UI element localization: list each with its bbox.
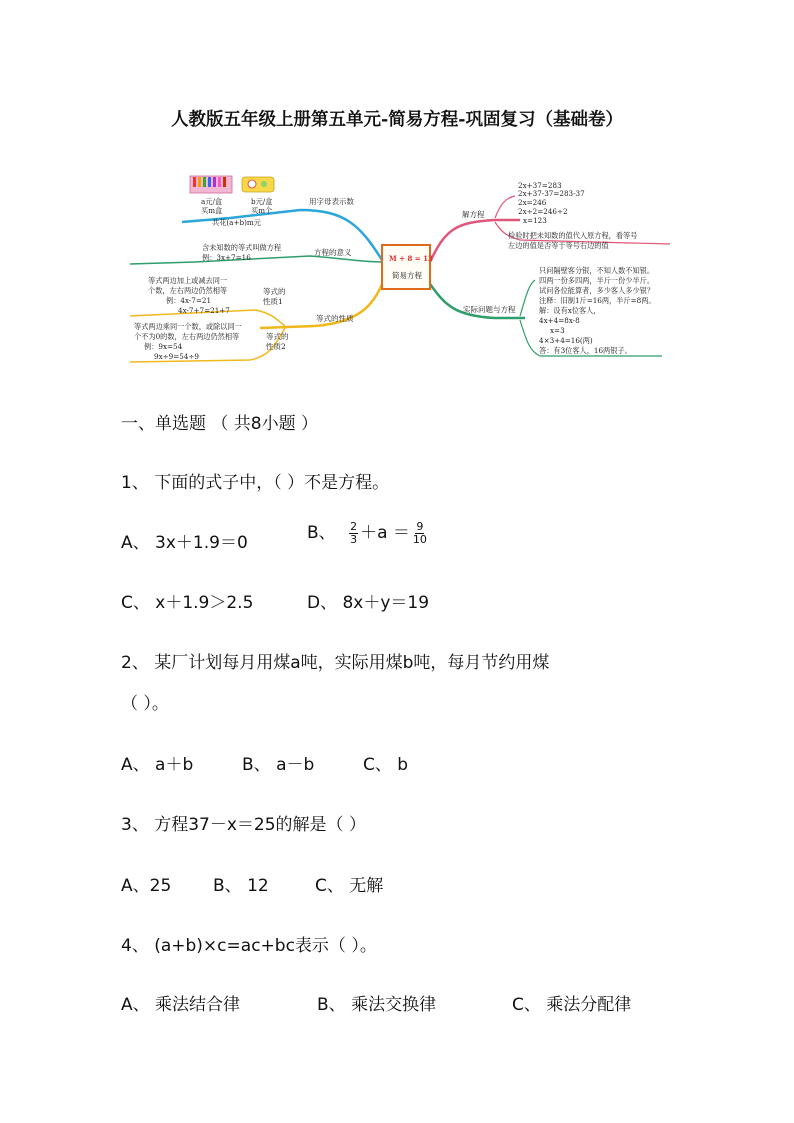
q1-option-b[interactable] (307, 518, 430, 545)
meaning-line1: 含未知数的等式叫做方程 (202, 243, 282, 252)
fraction-denominator: 10 (412, 532, 427, 546)
q1-option-c[interactable]: C、 x＋1.9＞2.5 (121, 593, 254, 613)
q3-option-b[interactable]: B、 12 (213, 876, 269, 896)
q2-option-b[interactable]: B、 a－b (242, 755, 315, 775)
solve-line-1: 2x+37-37=283-37 (518, 189, 585, 198)
q3-option-c[interactable]: C、 无解 (315, 876, 384, 896)
prop1-label-2: 性质1 (263, 297, 283, 306)
branch-line-pink-sub1 (495, 196, 515, 218)
prop2-line3: 例：9x=54 (144, 342, 183, 351)
q2-option-c[interactable]: C、 b (363, 755, 409, 775)
branch-label-letters: 用字母表示数 (309, 197, 354, 206)
box1-line2: 买m盒 (201, 206, 223, 215)
prob-line-7: 4×3+4=16(两) (539, 336, 593, 345)
prob-line-5: 4x+4=8x-8 (539, 316, 580, 325)
prob-line-2: 试问各位能算者，多少客人多少银？ (539, 286, 655, 295)
question-2-blank: （ ）。 (121, 694, 169, 714)
q1-option-d[interactable]: D、 8x＋y＝19 (307, 593, 430, 613)
q3-option-a[interactable]: A、25 (121, 876, 172, 896)
check-line1: 检验时把未知数的值代入原方程，看等号 (508, 231, 638, 240)
prop1-line1: 等式两边加上或减去同一 (148, 276, 228, 285)
check-line2: 左边的值是否等于等号右边的值 (508, 241, 609, 250)
prob-line-0: 只问隔壁客分银，不知人数不知银。 (539, 266, 655, 275)
prop1-label-1: 等式的 (263, 287, 286, 296)
fraction-denominator: 3 (350, 532, 358, 546)
q1-option-b-mid: ＋a ＝ (360, 523, 410, 543)
branch-label-practical: 实际问题与方程 (463, 305, 516, 314)
branch-line-pink (430, 220, 520, 262)
solve-line-3: 2x÷2=246÷2 (518, 207, 568, 216)
box2-line2: 买m个 (251, 206, 273, 215)
total-text: 共花(a+b)m元 (212, 218, 261, 227)
q1-fraction-1 (349, 521, 358, 545)
question-2: 2、 某厂计划每月用煤a吨，实际用煤b吨，每月节约用煤 (121, 653, 550, 673)
meaning-line2: 例：3x+7=16 (202, 253, 251, 262)
center-label: 简易方程 (392, 271, 422, 280)
prop1-line4: 4x-7+7=21+7 (178, 306, 230, 315)
branch-label-solve: 解方程 (462, 210, 485, 219)
page-title: 人教版五年级上册第五单元-简易方程-巩固复习（基础卷） (170, 110, 624, 130)
question-1: 1、 下面的式子中，（ ）不是方程。 (121, 473, 390, 493)
box2-line1: b元/盒 (251, 197, 273, 206)
q2-option-a[interactable]: A、 a＋b (121, 755, 194, 775)
prop2-label-2: 性质2 (266, 342, 286, 351)
prob-line-4: 解：设有x位客人， (539, 306, 601, 315)
q1-option-b-prefix: B、 (307, 523, 336, 543)
solve-line-2: 2x=246 (518, 198, 547, 207)
branch-line-teal-sub1 (520, 280, 535, 316)
branch-label-properties: 等式的性质 (316, 314, 354, 323)
fraction-numerator: 9 (416, 519, 424, 533)
center-box (382, 245, 430, 289)
section-header: 一、单选题 （ 共8小题 ） (121, 414, 319, 434)
prob-line-8: 答：有3位客人，16两银子。 (539, 346, 632, 355)
box1-line1: a元/盒 (201, 197, 223, 206)
fraction-numerator: 2 (350, 519, 358, 533)
q4-option-c[interactable]: C、 乘法分配律 (512, 995, 632, 1015)
prob-line-1: 四两一份多四两，半斤一份少半斤。 (539, 276, 655, 285)
prop2-line2: 个不为0的数，左右两边仍然相等 (134, 332, 240, 341)
prob-line-6: x=3 (550, 326, 565, 335)
prop1-line2: 个数，左右两边仍然相等 (148, 286, 228, 295)
center-icon-text: M + 8 = 13 (389, 254, 433, 263)
prop2-line4: 9x÷9=54÷9 (154, 352, 199, 361)
question-4: 4、 (a+b)×c=ac+bc表示（ ）。 (121, 936, 377, 956)
q4-option-a[interactable]: A、 乘法结合律 (121, 995, 241, 1015)
prop1-line3: 例：4x-7=21 (166, 296, 212, 305)
solve-line-4: x=123 (523, 216, 547, 225)
prop2-line1: 等式两边乘同一个数，或除以同一 (134, 322, 242, 331)
q1-fraction-2 (412, 521, 428, 545)
prob-line-3: 注释：旧制1斤=16两，半斤=8两。 (539, 296, 656, 305)
question-3: 3、 方程37－x＝25的解是（ ） (121, 815, 366, 835)
q4-option-b[interactable]: B、 乘法交换律 (317, 995, 437, 1015)
q1-option-a[interactable]: A、 3x＋1.9＝0 (121, 533, 248, 553)
pencil-case-image (242, 177, 274, 192)
branch-label-meaning: 方程的意义 (314, 248, 352, 257)
solve-line-0: 2x+37=283 (518, 181, 562, 190)
prop2-label-1: 等式的 (266, 332, 289, 341)
